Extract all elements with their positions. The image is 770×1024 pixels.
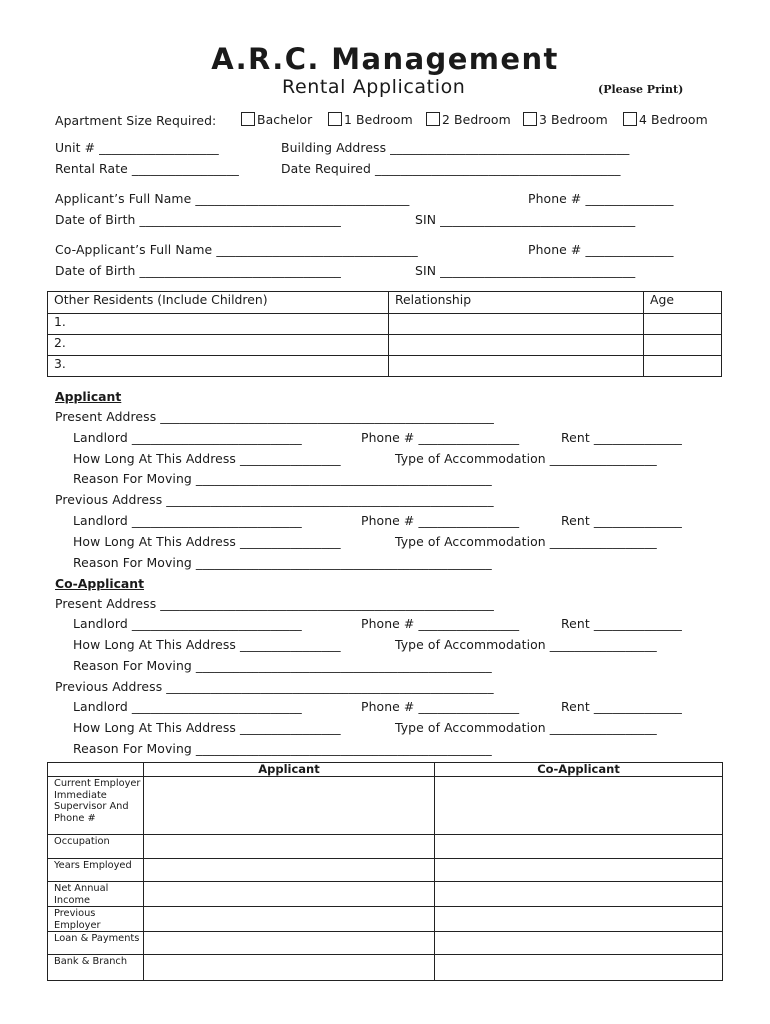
table-row[interactable]: Net Annual Income <box>48 882 723 907</box>
table-row[interactable]: 1. <box>48 314 722 335</box>
reason-moving-field[interactable]: Reason For Moving _______________________________________________ <box>73 555 492 570</box>
reason-moving-field[interactable]: Reason For Moving _______________________________________________ <box>73 658 492 673</box>
co-applicant-column-header: Co-Applicant <box>435 763 723 777</box>
applicant-phone-field[interactable]: Phone # ______________ <box>528 191 674 206</box>
applicant-dob-field[interactable]: Date of Birth ________________________________ <box>55 212 341 227</box>
please-print-note: (Please Print) <box>598 83 684 96</box>
age-header: Age <box>644 292 722 314</box>
co-applicant-sin-field[interactable]: SIN _______________________________ <box>415 263 636 278</box>
table-row[interactable]: 2. <box>48 335 722 356</box>
applicant-name-field[interactable]: Applicant’s Full Name __________________________________ <box>55 191 410 206</box>
co-applicant-dob-field[interactable]: Date of Birth ________________________________ <box>55 263 341 278</box>
applicant-sin-field[interactable]: SIN _______________________________ <box>415 212 636 227</box>
table-row[interactable]: Occupation <box>48 835 723 859</box>
rental-rate-field[interactable]: Rental Rate _________________ <box>55 161 239 176</box>
landlord-phone-field[interactable]: Phone # ________________ <box>361 513 520 528</box>
accommodation-type-field[interactable]: Type of Accommodation _________________ <box>395 637 657 652</box>
option-3-bedroom[interactable]: 3 Bedroom <box>523 112 608 127</box>
co-applicant-name-field[interactable]: Co-Applicant’s Full Name ________________________________ <box>55 242 418 257</box>
rent-field[interactable]: Rent ______________ <box>561 513 682 528</box>
residents-table <box>47 291 722 377</box>
checkbox[interactable] <box>241 112 255 126</box>
how-long-field[interactable]: How Long At This Address ________________ <box>73 534 341 549</box>
reason-moving-field[interactable]: Reason For Moving _______________________________________________ <box>73 741 492 756</box>
how-long-field[interactable]: How Long At This Address ________________ <box>73 720 341 735</box>
table-row[interactable]: Previous Employer <box>48 907 723 932</box>
how-long-field[interactable]: How Long At This Address ________________ <box>73 451 341 466</box>
landlord-phone-field[interactable]: Phone # ________________ <box>361 616 520 631</box>
how-long-field[interactable]: How Long At This Address ________________ <box>73 637 341 652</box>
checkbox[interactable] <box>623 112 637 126</box>
option-4-bedroom[interactable]: 4 Bedroom <box>623 112 708 127</box>
rent-field[interactable]: Rent ______________ <box>561 616 682 631</box>
date-required-field[interactable]: Date Required _______________________________________ <box>281 161 621 176</box>
landlord-field[interactable]: Landlord ___________________________ <box>73 616 302 631</box>
landlord-phone-field[interactable]: Phone # ________________ <box>361 699 520 714</box>
unit-field[interactable]: Unit # ___________________ <box>55 140 219 155</box>
page-subtitle: Rental Application <box>282 76 466 98</box>
present-address-field[interactable]: Present Address _____________________________________________________ <box>55 596 494 611</box>
checkbox[interactable] <box>328 112 342 126</box>
applicant-heading: Applicant <box>55 389 122 404</box>
table-row[interactable]: Years Employed <box>48 859 723 882</box>
relationship-header: Relationship <box>389 292 644 314</box>
checkbox[interactable] <box>523 112 537 126</box>
previous-address-field[interactable]: Previous Address ____________________________________________________ <box>55 679 494 694</box>
residents-header: Other Residents (Include Children) <box>48 292 389 314</box>
present-address-field[interactable]: Present Address _____________________________________________________ <box>55 409 494 424</box>
table-row[interactable]: Loan & Payments <box>48 932 723 955</box>
previous-address-field[interactable]: Previous Address ____________________________________________________ <box>55 492 494 507</box>
accommodation-type-field[interactable]: Type of Accommodation _________________ <box>395 451 657 466</box>
landlord-field[interactable]: Landlord ___________________________ <box>73 430 302 445</box>
applicant-column-header: Applicant <box>144 763 435 777</box>
option-bachelor[interactable]: Bachelor <box>241 112 312 127</box>
apartment-size-label: Apartment Size Required: <box>55 113 217 128</box>
table-row[interactable]: 3. <box>48 356 722 377</box>
landlord-field[interactable]: Landlord ___________________________ <box>73 513 302 528</box>
co-applicant-phone-field[interactable]: Phone # ______________ <box>528 242 674 257</box>
employment-table <box>47 762 723 981</box>
option-2-bedroom[interactable]: 2 Bedroom <box>426 112 511 127</box>
landlord-phone-field[interactable]: Phone # ________________ <box>361 430 520 445</box>
building-address-field[interactable]: Building Address ______________________________________ <box>281 140 630 155</box>
rent-field[interactable]: Rent ______________ <box>561 430 682 445</box>
table-row[interactable]: Current Employer Immediate Supervisor And Phone # <box>48 777 723 835</box>
rent-field[interactable]: Rent ______________ <box>561 699 682 714</box>
checkbox[interactable] <box>426 112 440 126</box>
table-row[interactable]: Bank & Branch <box>48 955 723 981</box>
co-applicant-heading: Co-Applicant <box>55 576 145 591</box>
landlord-field[interactable]: Landlord ___________________________ <box>73 699 302 714</box>
page-title: A.R.C. Management <box>211 42 559 76</box>
accommodation-type-field[interactable]: Type of Accommodation _________________ <box>395 534 657 549</box>
reason-moving-field[interactable]: Reason For Moving _______________________________________________ <box>73 471 492 486</box>
accommodation-type-field[interactable]: Type of Accommodation _________________ <box>395 720 657 735</box>
option-1-bedroom[interactable]: 1 Bedroom <box>328 112 413 127</box>
